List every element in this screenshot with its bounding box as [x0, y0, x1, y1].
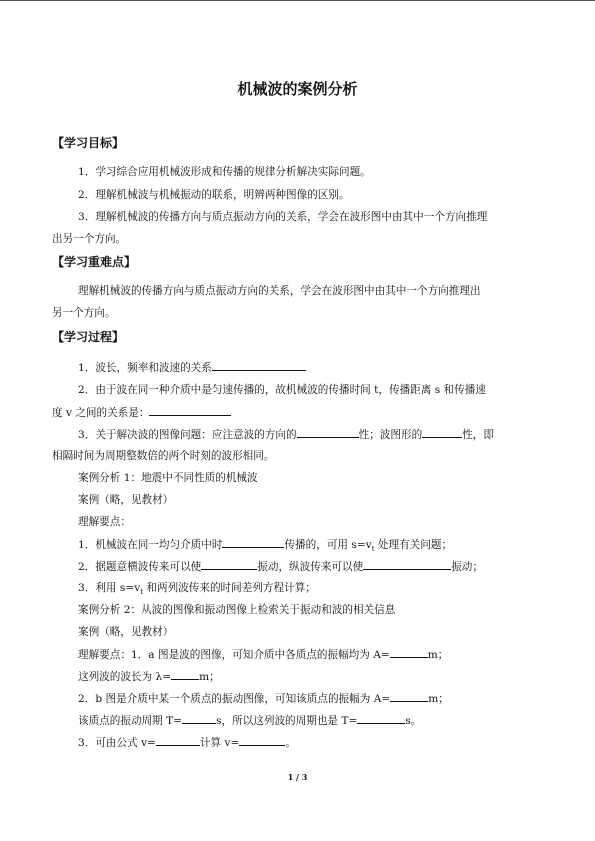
case-1-example: 案例（略，见教材） [78, 494, 174, 506]
answer-blank[interactable] [239, 735, 285, 746]
case-2-point-2-cont [78, 713, 421, 728]
goal-item-2: 2．理解机械波与机械振动的联系，明辨两种图像的区别。 [78, 189, 350, 201]
answer-blank[interactable] [156, 735, 200, 746]
answer-blank[interactable] [390, 647, 428, 658]
key-point-line-1: 理解机械波的传播方向与质点振动方向的关系，学会在波形图中由其中一个方向推理出 [78, 285, 481, 297]
case-2-point-3-text-c: 。 [285, 737, 296, 749]
page-top-border [0, 0, 595, 1]
answer-blank[interactable] [171, 669, 199, 680]
section-heading-key-points: 【学习重难点】 [52, 255, 137, 269]
case-2-point-1-cont [78, 669, 220, 684]
goal-item-3: 3．理解机械波的传播方向与质点振动方向的关系，学会在波形图中由其中一个方向推理 [78, 211, 488, 223]
answer-blank[interactable] [422, 427, 462, 438]
answer-blank[interactable] [182, 713, 216, 724]
answer-blank[interactable] [201, 559, 257, 570]
question-2-line-1: 2．由于波在同一种介质中是匀速传播的，故机械波的传播时间 t，传播距离 s 和传播速 [78, 384, 486, 396]
case-1-point-2-text-c: 振动； [451, 561, 483, 573]
case-1-point-1 [78, 537, 452, 556]
case-2-point-1 [78, 647, 448, 662]
case-2-point-3-text-b: 计算 v= [199, 737, 240, 749]
subscript: t [371, 545, 375, 554]
case-2-point-1-cont-text-a: 这列波的波长为 λ= [78, 671, 172, 683]
question-1-text: 1．波长，频率和波速的关系 [78, 362, 212, 374]
section-heading-goals: 【学习目标】 [52, 136, 125, 150]
case-1-point-1-text-a: 1．机械波在同一均匀介质中时 [78, 539, 223, 551]
subscript: t [140, 588, 144, 597]
case-2-point-3-text-a: 3．可由公式 v= [78, 737, 156, 749]
question-3-text-c: 性，即 [462, 429, 494, 441]
answer-blank[interactable] [390, 691, 428, 702]
case-2-point-1-text-b: m； [427, 649, 449, 661]
answer-blank[interactable] [222, 537, 284, 548]
case-2-example: 案例（略，见教材） [78, 626, 174, 638]
case-2-point-2-text-a: 2．b 图是介质中某一个质点的振动图像，可知该质点的振幅为 A= [78, 693, 391, 705]
question-3-line-2: 相隔时间为周期整数倍的两个时刻的波形相同。 [52, 450, 275, 462]
question-2-line-2 [52, 405, 231, 420]
case-1-point-3-text-b: 和两列波传来的时间差列方程计算； [143, 582, 316, 594]
case-2-point-2-cont-text-c: s。 [405, 715, 422, 727]
page-title: 机械波的案例分析 [237, 80, 358, 98]
answer-blank[interactable] [363, 559, 451, 570]
case-2-point-1-cont-text-b: m； [199, 671, 220, 683]
case-2-point-2-text-b: m； [428, 693, 449, 705]
answer-blank[interactable] [357, 713, 405, 724]
section-heading-process: 【学习过程】 [52, 330, 125, 344]
key-point-line-2: 另一个方向。 [52, 307, 116, 319]
case-2-point-2-cont-text-a: 该质点的振动周期 T= [78, 715, 183, 727]
case-2-point-2 [78, 691, 449, 706]
case-1-point-2-text-a: 2．据题意横波传来可以使 [78, 561, 202, 573]
answer-blank[interactable] [149, 405, 231, 416]
case-2-point-2-cont-text-b: s，所以这列波的周期也是 T= [216, 715, 358, 727]
case-2-point-3 [78, 735, 296, 750]
case-2-point-1-text-a: 理解要点：1．a 图是波的图像，可知介质中各质点的振幅均为 A= [78, 649, 390, 661]
question-3-text-b: 性；波图形的 [358, 429, 423, 441]
case-1-point-1-text-b: 传播的，可用 s=v [284, 539, 372, 551]
case-1-point-2-text-b: 振动，纵波传来可以使 [257, 561, 364, 573]
question-1 [78, 360, 306, 375]
answer-blank[interactable] [297, 427, 359, 438]
case-1-point-2 [78, 559, 483, 574]
answer-blank[interactable] [212, 360, 306, 371]
goal-item-1: 1．学习综合应用机械波形成和传播的规律分析解决实际问题。 [78, 166, 371, 178]
case-1-title: 案例分析 1：地震中不同性质的机械波 [78, 472, 258, 484]
case-1-point-3-text-a: 3．利用 s=v [78, 582, 141, 594]
case-1-points-label: 理解要点： [78, 516, 131, 528]
page-number: 1 / 3 [287, 772, 308, 782]
goal-item-3-cont: 出另一个方向。 [52, 233, 127, 245]
question-3-line-1 [78, 427, 494, 442]
question-3-text-a: 3．关于解决波的图像问题：应注意波的方向的 [78, 429, 297, 441]
case-1-point-3 [78, 581, 316, 599]
case-1-point-1-text-c: 处理有关问题； [374, 539, 453, 551]
case-2-title: 案例分析 2：从波的图像和振动图像上检索关于振动和波的相关信息 [78, 604, 396, 616]
question-2-text: 度 v 之间的关系是： [52, 407, 150, 419]
